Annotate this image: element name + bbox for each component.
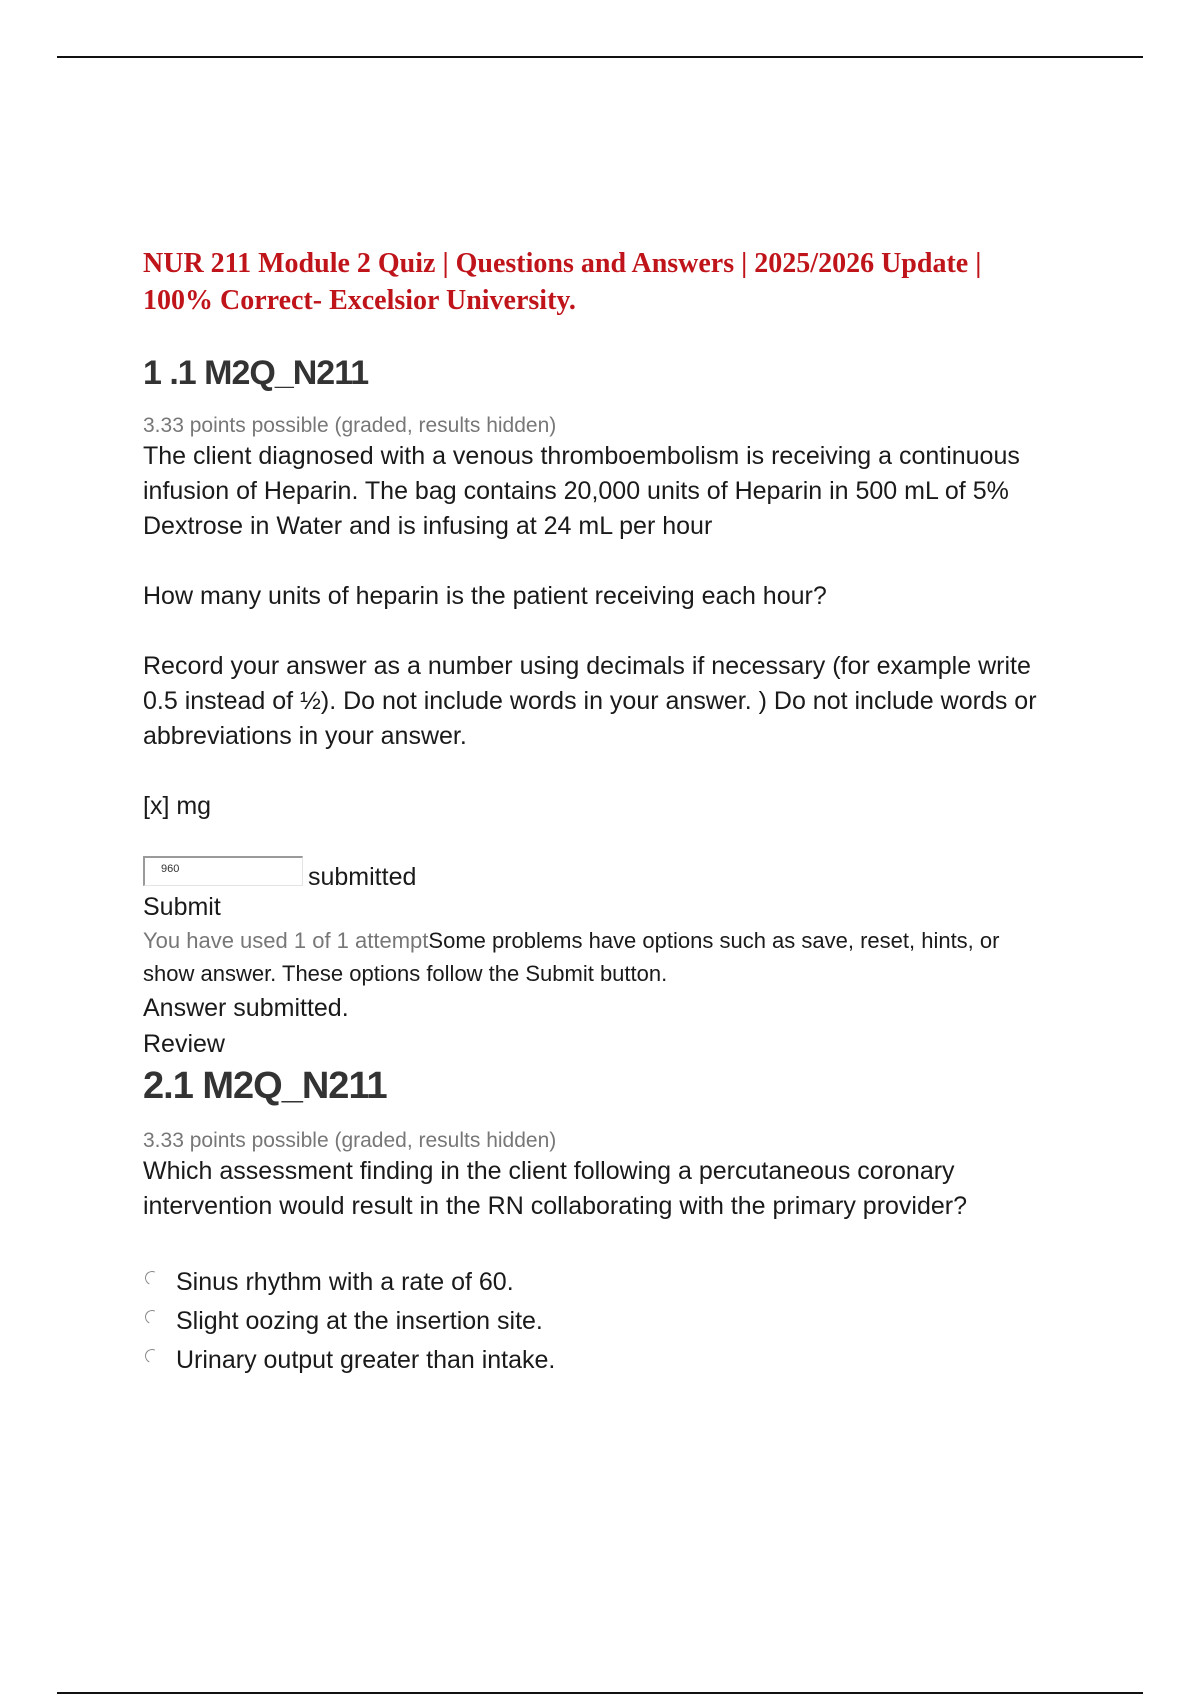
question-1-stem: The client diagnosed with a venous thromboembolism is receiving a continuous infusion of Heparin. The bag contains 20,000 units of Heparin in 500 mL of 5% Dextrose in Water and is infusing at 24 mL per hour [143, 442, 1020, 540]
top-rule [57, 56, 1143, 58]
question-2-options [143, 1264, 1043, 1381]
radio-icon[interactable] [143, 1269, 161, 1287]
attempts-info [143, 924, 1043, 990]
question-2-heading: 2.1 M2Q_N211 [143, 1065, 387, 1107]
question-1-prompt: How many units of heparin is the patient receiving each hour? [143, 582, 827, 610]
document-title: NUR 211 Module 2 Quiz | Questions and Answers | 2025/2026 Update | 100% Correct- Excelsior University. [143, 248, 982, 316]
question-1 [143, 353, 1043, 1062]
document-body [143, 245, 1043, 1381]
answer-status: submitted [308, 863, 417, 891]
answer-submitted-notice: Answer submitted. [143, 994, 349, 1022]
answer-input[interactable]: 960 [143, 856, 303, 886]
question-1-heading: 1 .1 M2Q_N211 [143, 354, 369, 392]
question-1-unit-hint: [x] mg [143, 792, 212, 820]
question-2 [143, 1064, 1043, 1381]
submit-button[interactable]: Submit [143, 893, 221, 921]
question-1-instructions: Record your answer as a number using decimals if necessary (for example write 0.5 instead of ½). Do not include words in your answer. ) Do not include words or abbreviations in your answer. [143, 652, 1037, 750]
option-label: Slight oozing at the insertion site. [176, 1307, 543, 1335]
answer-row [143, 856, 1043, 891]
radio-icon[interactable] [143, 1308, 161, 1326]
option-2[interactable] [143, 1303, 1043, 1342]
bottom-rule [57, 1692, 1143, 1694]
radio-icon[interactable] [143, 1347, 161, 1365]
question-2-stem: Which assessment finding in the client following a percutaneous coronary intervention would result in the RN collaborating with the primary provider? [143, 1157, 968, 1220]
option-3[interactable] [143, 1342, 1043, 1381]
attempts-count: You have used 1 of 1 attempt [143, 928, 429, 953]
option-label: Urinary output greater than intake. [176, 1346, 556, 1374]
option-1[interactable] [143, 1264, 1043, 1303]
question-2-points: 3.33 points possible (graded, results hidden) [143, 1129, 557, 1152]
options-note: Some problems have options such as save, reset, hints, or show answer. These options follow the Submit button. [143, 928, 1000, 986]
review-link[interactable]: Review [143, 1030, 225, 1058]
option-label: Sinus rhythm with a rate of 60. [176, 1268, 514, 1296]
question-1-points: 3.33 points possible (graded, results hidden) [143, 414, 557, 437]
